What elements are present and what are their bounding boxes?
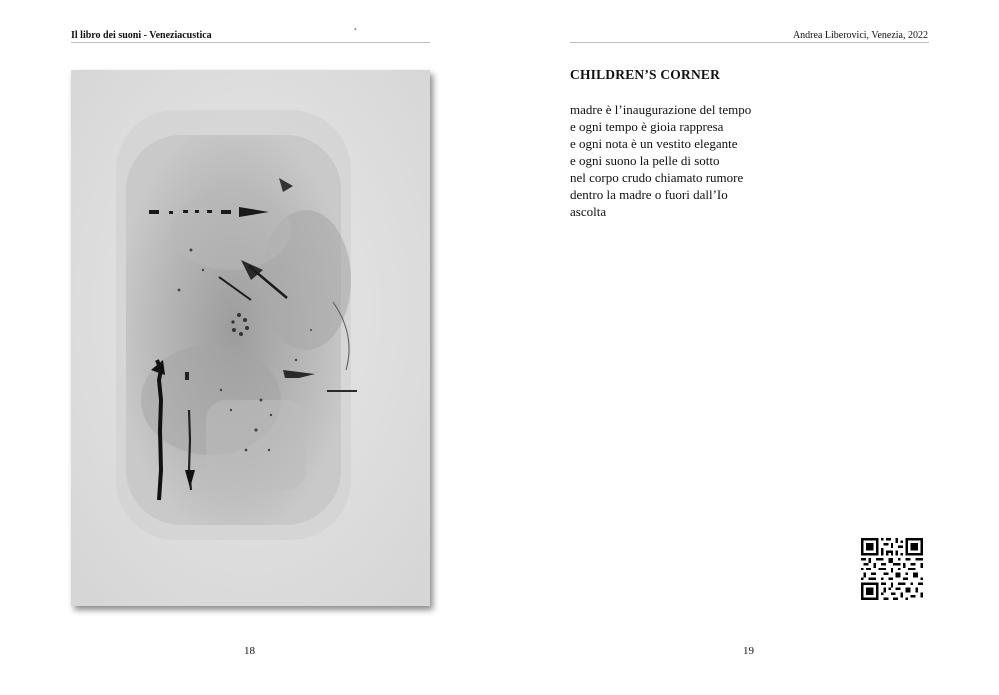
poem-line: e ogni suono la pelle di sotto bbox=[570, 153, 720, 168]
qr-code-icon[interactable] bbox=[861, 538, 923, 600]
ink-painting-image bbox=[71, 70, 430, 606]
header-rule-right bbox=[570, 42, 929, 43]
poem-title: CHILDREN’S CORNER bbox=[570, 67, 721, 82]
page-number-left: 18 bbox=[244, 645, 255, 657]
poem-line: madre è l’inaugurazione del tempo bbox=[570, 102, 752, 117]
poem bbox=[570, 101, 751, 220]
left-page bbox=[0, 0, 499, 695]
header-rule-left bbox=[71, 42, 430, 43]
page-number-right: 19 bbox=[743, 645, 754, 657]
poem-line: dentro la madre o fuori dall’Io bbox=[570, 187, 728, 202]
right-page bbox=[499, 0, 999, 695]
poem-line: e ogni nota è un vestito elegante bbox=[570, 136, 738, 151]
stray-mark: ˛ bbox=[354, 20, 358, 31]
running-head-left: Il libro dei suoni - Veneziacustica bbox=[71, 30, 212, 41]
running-head-right: Andrea Liberovici, Venezia, 2022 bbox=[792, 30, 928, 41]
poem-line: e ogni tempo è gioia rappresa bbox=[570, 119, 724, 134]
poem-line: nel corpo crudo chiamato rumore bbox=[570, 170, 744, 185]
poem-line: ascolta bbox=[570, 204, 607, 219]
